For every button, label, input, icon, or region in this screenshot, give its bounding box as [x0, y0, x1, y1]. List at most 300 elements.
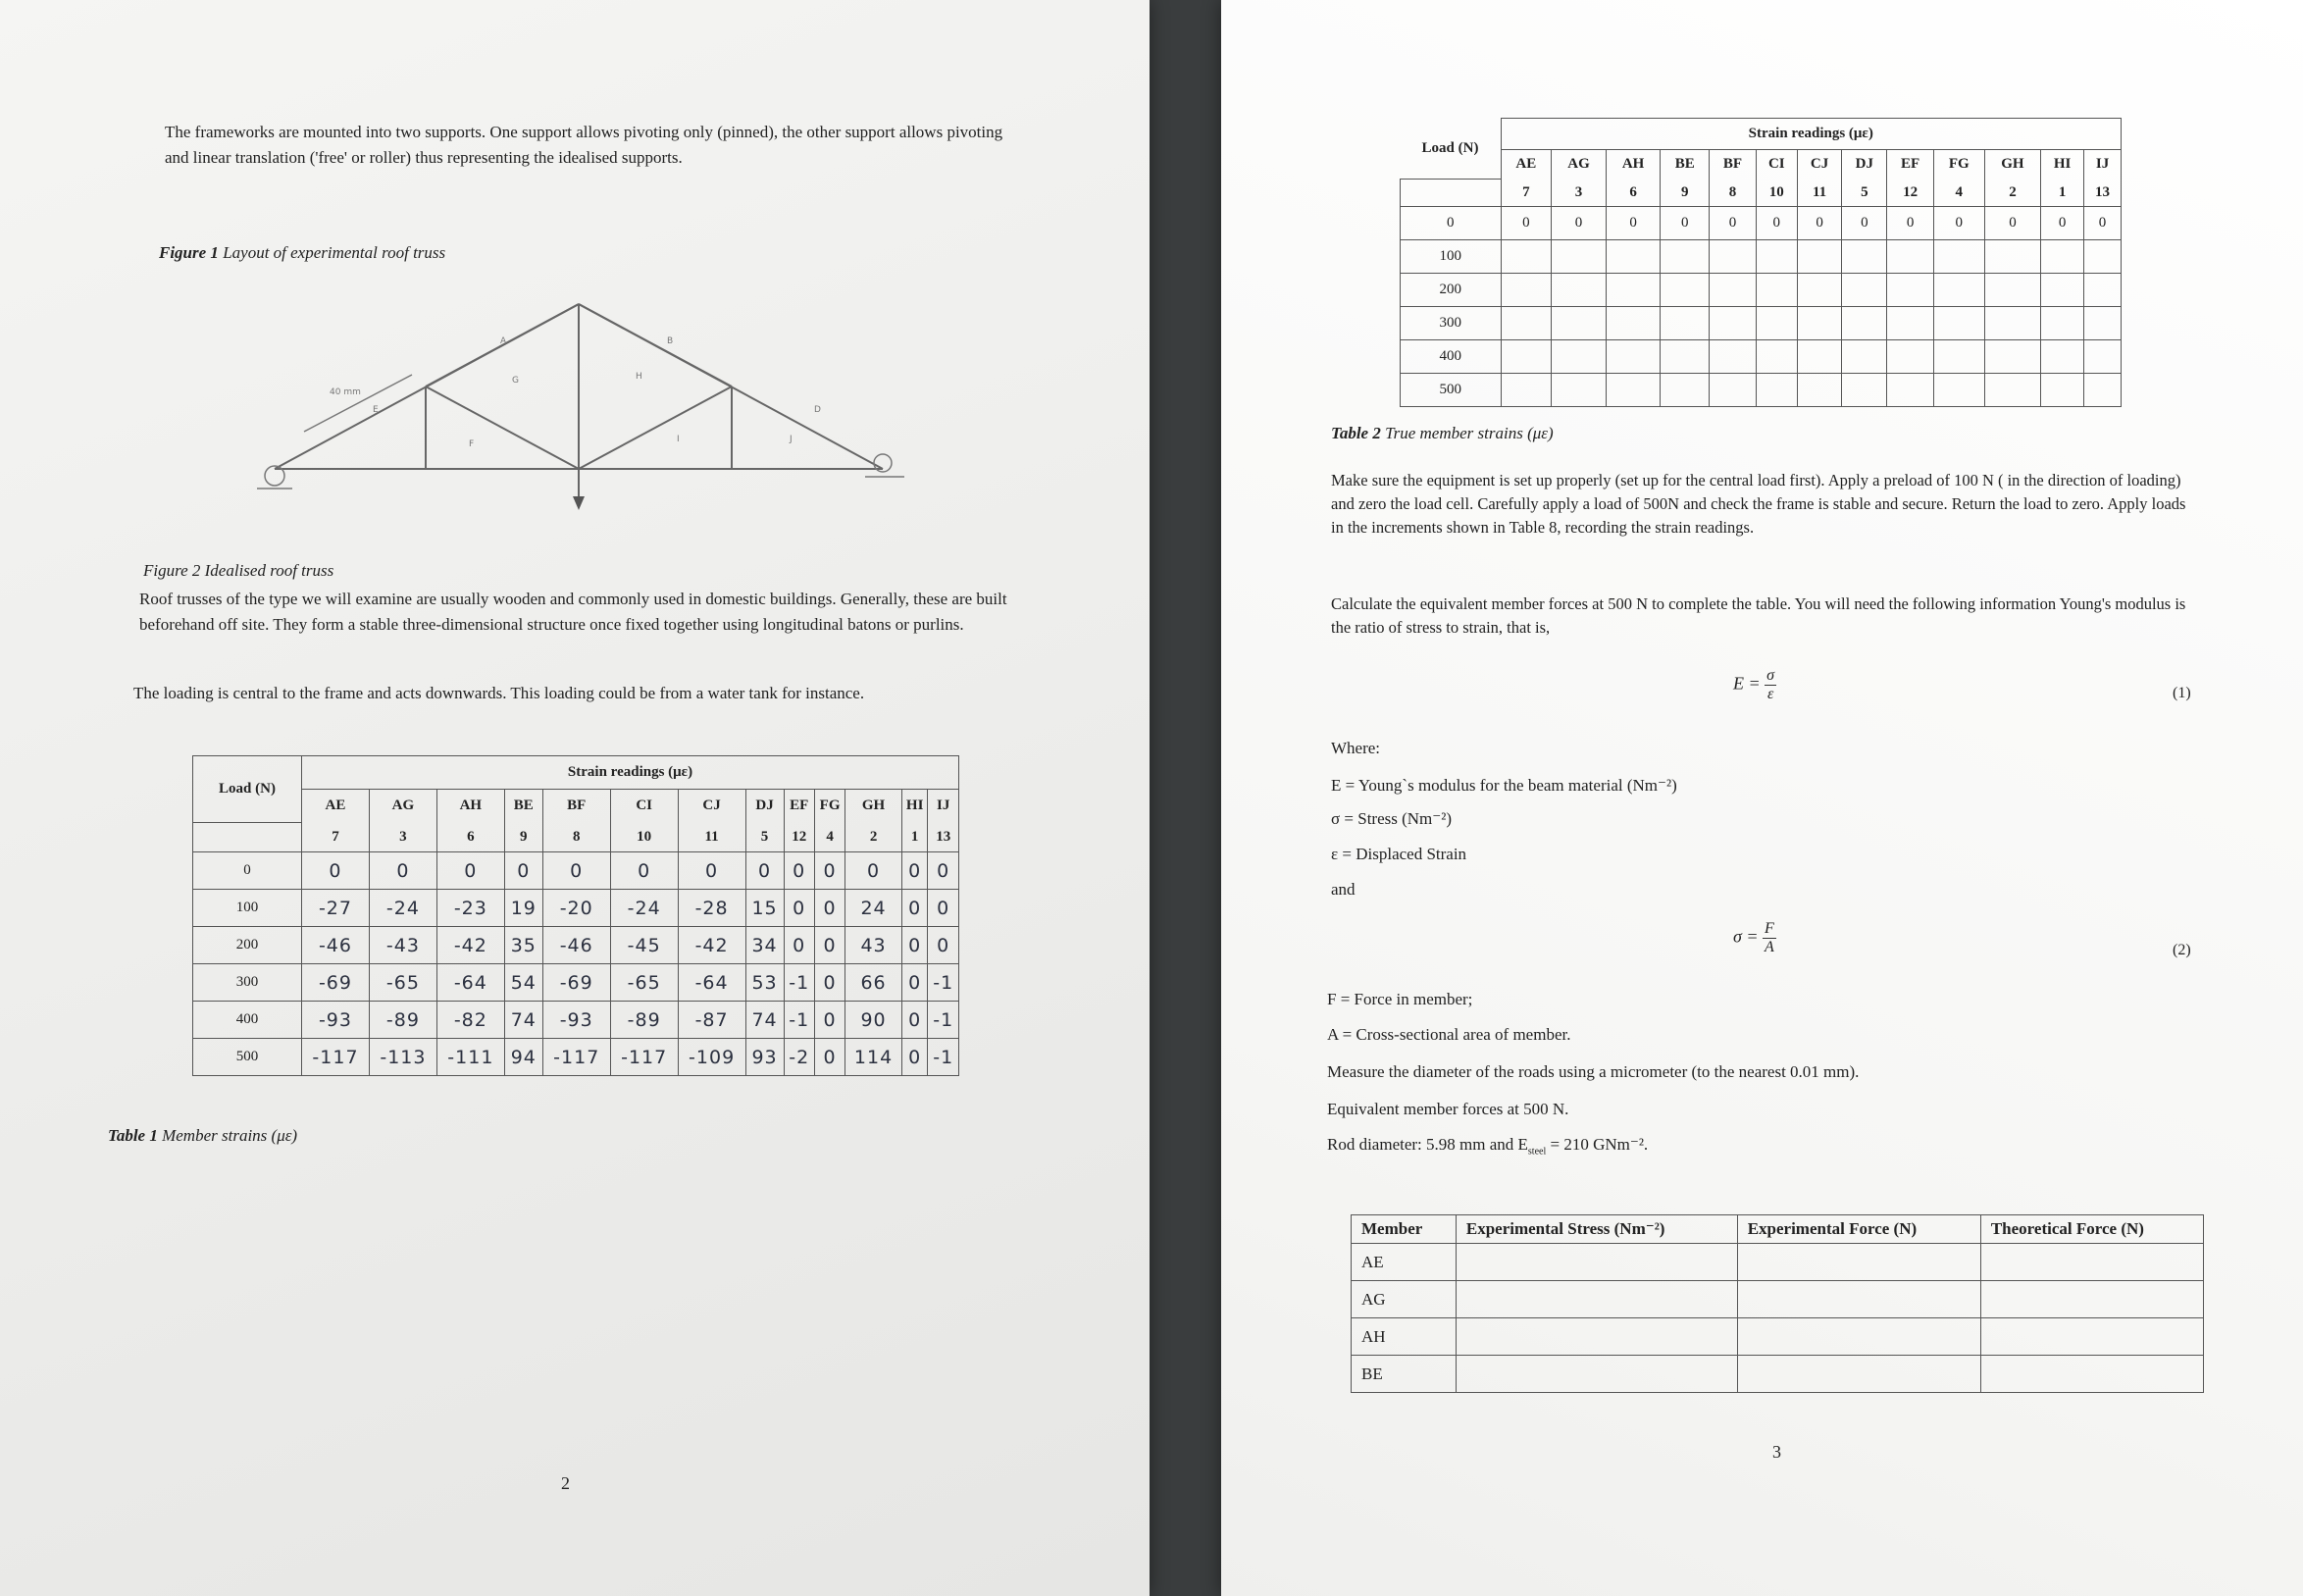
strain-cell: 0	[784, 852, 814, 890]
member-number: 8	[542, 823, 610, 852]
member-number: 5	[1842, 180, 1887, 207]
eq1-numerator: σ	[1766, 667, 1775, 684]
table-row	[193, 890, 959, 927]
empty-cell	[1980, 1318, 2203, 1356]
strain-cell: -117	[302, 1039, 370, 1076]
empty-cell	[1737, 1244, 1980, 1281]
load-cell: 400	[193, 1002, 302, 1039]
table-row	[1352, 1244, 2204, 1281]
strain-cell	[1984, 340, 2041, 374]
figure2-title: Idealised roof truss	[204, 561, 334, 580]
strain-cell: -69	[542, 964, 610, 1002]
truss-diagram	[245, 284, 922, 520]
member-number: 3	[1552, 180, 1607, 207]
supports-paragraph: The frameworks are mounted into two supports. One support allows pivoting only (pinned), the other support allows pivoting and linear translation ('free' or roller) thus representing the idealised supports.	[165, 123, 1003, 167]
strain-cell: 0	[814, 852, 844, 890]
strain-cell: 19	[504, 890, 542, 927]
calc-paragraph: Calculate the equivalent member forces at 500 N to complete the table. You will need the following information Young's modulus is the ratio of stress to strain, that is,	[1331, 594, 2186, 637]
strain-cell: -82	[436, 1002, 504, 1039]
member-row	[193, 790, 959, 823]
strain-cell	[1606, 307, 1661, 340]
strain-cell	[1984, 374, 2041, 407]
strain-cell	[1710, 307, 1757, 340]
empty-cell	[1456, 1318, 1737, 1356]
strain-cell	[1887, 274, 1934, 307]
member-fg-header: FG	[1933, 150, 1984, 180]
table-row	[193, 1039, 959, 1076]
strain-cell: 74	[745, 1002, 784, 1039]
member-be-header: BE	[504, 790, 542, 823]
strain-cell: 0	[928, 927, 959, 964]
force-table-header	[1352, 1215, 2204, 1244]
strain-cell: 0	[610, 852, 678, 890]
strain-cell	[2084, 274, 2122, 307]
strain-cell: 74	[504, 1002, 542, 1039]
figure2-caption	[143, 561, 333, 581]
strain-cell: -23	[436, 890, 504, 927]
table2-caption	[1331, 424, 1554, 443]
svg-text:I: I	[677, 435, 680, 444]
member-number: 7	[1501, 180, 1552, 207]
member-number-row-2	[1401, 180, 2122, 207]
table-row	[1401, 374, 2122, 407]
loading-paragraph: The loading is central to the frame and acts downwards. This loading could be from a water tank for instance.	[133, 684, 865, 702]
load-header-2: Load (N)	[1401, 119, 1502, 180]
eq2-number: (2)	[2173, 942, 2191, 958]
strain-cell	[1710, 340, 1757, 374]
strain-cell: 0	[1984, 207, 2041, 240]
table-row	[193, 852, 959, 890]
force-col-header: Experimental Force (N)	[1737, 1215, 1980, 1244]
strain-cell	[1887, 374, 1934, 407]
strain-cell: -117	[610, 1039, 678, 1076]
strain-cell: -45	[610, 927, 678, 964]
def-strain: ε = Displaced Strain	[1331, 845, 1467, 863]
member-ae-header: AE	[302, 790, 370, 823]
force-col-header: Member	[1352, 1215, 1457, 1244]
member-name-cell: BE	[1352, 1356, 1457, 1393]
member-number: 8	[1710, 180, 1757, 207]
strain-cell	[1842, 374, 1887, 407]
member-ij-header: IJ	[2084, 150, 2122, 180]
strain-cell	[1756, 307, 1797, 340]
member-ef-header: EF	[1887, 150, 1934, 180]
table2-title: True member strains (με)	[1385, 424, 1554, 442]
strain-cell: -69	[302, 964, 370, 1002]
rod-diameter-line	[1327, 1132, 1648, 1164]
eq2-denominator: A	[1765, 939, 1774, 955]
eq1-denominator: ε	[1766, 686, 1774, 702]
strain-cell: 0	[2084, 207, 2122, 240]
strain-cell	[1756, 274, 1797, 307]
strain-cell: 0	[2041, 207, 2084, 240]
strain-cell	[1552, 240, 1607, 274]
empty-cell	[1980, 1356, 2203, 1393]
member-number: 1	[901, 823, 928, 852]
strain-cell	[1933, 274, 1984, 307]
strain-cell: 0	[845, 852, 902, 890]
empty-cell	[1980, 1244, 2203, 1281]
member-cj-header: CJ	[678, 790, 745, 823]
member-number: 13	[2084, 180, 2122, 207]
strain-cell	[1984, 307, 2041, 340]
member-number: 6	[1606, 180, 1661, 207]
strain-cell: 0	[369, 852, 436, 890]
strain-cell: -1	[928, 964, 959, 1002]
def-youngs-modulus: E = Young`s modulus for the beam material (Nm⁻²)	[1331, 776, 1677, 795]
rod-text: Rod diameter: 5.98 mm and E	[1327, 1135, 1528, 1154]
svg-text:E: E	[373, 405, 379, 415]
figure1-caption	[159, 243, 445, 263]
strain-cell: -111	[436, 1039, 504, 1076]
strain-cell	[1661, 274, 1710, 307]
strain-cell: -1	[928, 1039, 959, 1076]
member-hi-header: HI	[901, 790, 928, 823]
table-row	[1352, 1281, 2204, 1318]
where-label: Where:	[1331, 739, 1381, 757]
strain-cell: 0	[1756, 207, 1797, 240]
strain-cell: -1	[928, 1002, 959, 1039]
member-number: 1	[2041, 180, 2084, 207]
strain-cell	[1606, 274, 1661, 307]
strain-cell: -87	[678, 1002, 745, 1039]
load-cell: 0	[193, 852, 302, 890]
table-row	[1352, 1356, 2204, 1393]
member-number: 9	[504, 823, 542, 852]
strain-cell: 0	[901, 1002, 928, 1039]
measure-instruction: Measure the diameter of the roads using a micrometer (to the nearest 0.01 mm).	[1327, 1062, 1860, 1081]
strain-readings-header: Strain readings (με)	[302, 756, 959, 790]
equation-2	[1733, 920, 1776, 956]
table-row	[1352, 1318, 2204, 1356]
member-number-row	[193, 823, 959, 852]
right-page	[1221, 0, 2303, 1596]
page-number-left: 2	[561, 1473, 570, 1493]
strain-cell: 0	[542, 852, 610, 890]
member-number: 9	[1661, 180, 1710, 207]
member-ag-header: AG	[1552, 150, 1607, 180]
strain-cell	[1797, 307, 1842, 340]
setup-paragraph: Make sure the equipment is set up properly (set up for the central load first). Apply a preload of 100 N ( in the direction of loading) and zero the load cell. Carefully apply a load of 500N and check the frame is stable and secure. Return the load to zero. Apply loads in the increments shown in Table 8, recording the strain readings.	[1331, 471, 2186, 537]
svg-text:A: A	[500, 336, 507, 346]
strain-cell	[2084, 340, 2122, 374]
strain-cell: 0	[436, 852, 504, 890]
strain-cell: 0	[1606, 207, 1661, 240]
strain-cell	[1606, 240, 1661, 274]
table1-title: Member strains (με)	[162, 1126, 298, 1145]
strain-cell: -117	[542, 1039, 610, 1076]
member-ah-header: AH	[436, 790, 504, 823]
strain-cell: 0	[504, 852, 542, 890]
strain-cell	[1661, 307, 1710, 340]
strain-cell: 0	[678, 852, 745, 890]
member-gh-header: GH	[1984, 150, 2041, 180]
strain-cell: 0	[784, 927, 814, 964]
strain-cell	[2041, 340, 2084, 374]
strain-cell	[2084, 240, 2122, 274]
eq2-lhs: σ =	[1733, 926, 1759, 947]
strain-cell: 0	[814, 927, 844, 964]
member-bf-header: BF	[1710, 150, 1757, 180]
trusses-paragraph: Roof trusses of the type we will examine are usually wooden and commonly used in domestic buildings. Generally, these are built beforehand off site. They form a stable three-dimensional structure once fixed together using longitudinal batons or purlins.	[139, 590, 1007, 634]
strain-cell: 94	[504, 1039, 542, 1076]
strain-cell: 35	[504, 927, 542, 964]
strain-cell: -113	[369, 1039, 436, 1076]
strain-cell	[1756, 240, 1797, 274]
strain-cell: -89	[369, 1002, 436, 1039]
strain-cell: -42	[436, 927, 504, 964]
strain-cell	[2041, 307, 2084, 340]
table-row	[1401, 207, 2122, 240]
eq1-number: (1)	[2173, 685, 2191, 701]
load-cell: 100	[1401, 240, 1502, 274]
table1-member-strains	[192, 755, 959, 1076]
member-ij-header: IJ	[928, 790, 959, 823]
strain-cell	[1552, 340, 1607, 374]
strain-cell	[1606, 374, 1661, 407]
strain-cell	[1501, 307, 1552, 340]
member-number: 10	[610, 823, 678, 852]
member-dj-header: DJ	[1842, 150, 1887, 180]
member-number: 4	[814, 823, 844, 852]
empty-cell	[1456, 1244, 1737, 1281]
strain-cell	[1933, 340, 1984, 374]
member-number: 13	[928, 823, 959, 852]
strain-cell: 0	[814, 890, 844, 927]
member-number: 2	[1984, 180, 2041, 207]
strain-cell: 0	[901, 1039, 928, 1076]
member-fg-header: FG	[814, 790, 844, 823]
strain-cell	[2041, 274, 2084, 307]
member-number: 4	[1933, 180, 1984, 207]
load-cell: 300	[193, 964, 302, 1002]
strain-cell: -109	[678, 1039, 745, 1076]
member-name-cell: AH	[1352, 1318, 1457, 1356]
strain-cell	[1501, 340, 1552, 374]
member-gh-header: GH	[845, 790, 902, 823]
member-ah-header: AH	[1606, 150, 1661, 180]
strain-cell	[1552, 274, 1607, 307]
svg-text:40 mm: 40 mm	[330, 387, 361, 397]
strain-cell	[1552, 374, 1607, 407]
strain-cell	[1842, 274, 1887, 307]
table2-true-member-strains	[1400, 118, 2122, 407]
strain-cell	[1501, 274, 1552, 307]
empty-cell	[1737, 1356, 1980, 1393]
and-label: and	[1331, 880, 1356, 899]
member-row-2	[1401, 150, 2122, 180]
member-force-table	[1351, 1214, 2204, 1393]
member-dj-header: DJ	[745, 790, 784, 823]
strain-cell: 0	[1887, 207, 1934, 240]
empty-cell	[1456, 1356, 1737, 1393]
strain-cell: -65	[610, 964, 678, 1002]
member-number: 10	[1756, 180, 1797, 207]
strain-cell	[1797, 240, 1842, 274]
svg-text:J: J	[790, 435, 793, 444]
strain-cell	[1933, 307, 1984, 340]
strain-cell: -64	[678, 964, 745, 1002]
table-row	[1401, 340, 2122, 374]
member-number: 5	[745, 823, 784, 852]
strain-cell: -24	[369, 890, 436, 927]
member-number: 11	[1797, 180, 1842, 207]
strain-cell: 0	[1501, 207, 1552, 240]
member-number: 11	[678, 823, 745, 852]
figure1-label: Figure 1	[159, 243, 219, 262]
strain-cell: 0	[745, 852, 784, 890]
member-name-cell: AG	[1352, 1281, 1457, 1318]
strain-cell	[1933, 374, 1984, 407]
strain-cell: 93	[745, 1039, 784, 1076]
strain-cell: 15	[745, 890, 784, 927]
member-name-cell: AE	[1352, 1244, 1457, 1281]
member-number: 2	[845, 823, 902, 852]
load-cell: 0	[1401, 207, 1502, 240]
strain-cell	[1501, 374, 1552, 407]
strain-cell: 54	[504, 964, 542, 1002]
strain-cell	[1797, 374, 1842, 407]
table-row	[193, 927, 959, 964]
strain-cell: 0	[901, 927, 928, 964]
strain-cell	[1797, 274, 1842, 307]
strain-cell: -46	[302, 927, 370, 964]
strain-cell: 43	[845, 927, 902, 964]
strain-cell	[1756, 340, 1797, 374]
member-number: 3	[369, 823, 436, 852]
strain-cell: 90	[845, 1002, 902, 1039]
table2-label: Table 2	[1331, 424, 1381, 442]
strain-cell	[1887, 307, 1934, 340]
member-ci-header: CI	[1756, 150, 1797, 180]
strain-cell: -64	[436, 964, 504, 1002]
strain-cell: -28	[678, 890, 745, 927]
strain-cell: 0	[1710, 207, 1757, 240]
load-cell: 500	[1401, 374, 1502, 407]
figure1-title: Layout of experimental roof truss	[223, 243, 446, 262]
strain-cell: 0	[784, 890, 814, 927]
rod-subscript: steel	[1527, 1146, 1547, 1158]
strain-cell: -42	[678, 927, 745, 964]
def-stress: σ = Stress (Nm⁻²)	[1331, 809, 1453, 828]
page-number-right: 3	[1772, 1442, 1781, 1462]
table-row	[1401, 274, 2122, 307]
strain-cell: -93	[302, 1002, 370, 1039]
force-col-header: Theoretical Force (N)	[1980, 1215, 2203, 1244]
strain-cell	[2084, 374, 2122, 407]
strain-cell	[1797, 340, 1842, 374]
table-row	[193, 1002, 959, 1039]
strain-cell: 34	[745, 927, 784, 964]
member-be-header: BE	[1661, 150, 1710, 180]
table1-label: Table 1	[108, 1126, 158, 1145]
strain-cell: -20	[542, 890, 610, 927]
strain-cell: 0	[901, 964, 928, 1002]
member-ef-header: EF	[784, 790, 814, 823]
svg-text:H: H	[636, 372, 642, 382]
empty-cell	[1737, 1281, 1980, 1318]
svg-text:G: G	[512, 376, 519, 386]
load-header: Load (N)	[193, 756, 302, 823]
table1-body	[193, 852, 959, 1076]
strain-cell: 24	[845, 890, 902, 927]
strain-cell	[2041, 374, 2084, 407]
strain-cell: -93	[542, 1002, 610, 1039]
eq2-numerator: F	[1765, 920, 1774, 937]
table-row	[1401, 240, 2122, 274]
strain-cell: -1	[784, 1002, 814, 1039]
strain-cell	[1887, 240, 1934, 274]
strain-cell	[1710, 240, 1757, 274]
strain-cell	[1887, 340, 1934, 374]
strain-cell	[1984, 240, 2041, 274]
strain-cell: 0	[928, 890, 959, 927]
eq1-lhs: E =	[1733, 673, 1761, 694]
svg-text:F: F	[469, 439, 475, 449]
equivalent-forces-label: Equivalent member forces at 500 N.	[1327, 1100, 1569, 1118]
strain-cell	[1710, 274, 1757, 307]
table1-caption	[108, 1126, 297, 1146]
member-number: 6	[436, 823, 504, 852]
def-force: F = Force in member;	[1327, 990, 1473, 1008]
strain-cell	[1756, 374, 1797, 407]
strain-cell: 0	[901, 890, 928, 927]
strain-cell: 0	[928, 852, 959, 890]
strain-cell	[1501, 240, 1552, 274]
strain-cell	[1606, 340, 1661, 374]
strain-cell: 0	[1842, 207, 1887, 240]
member-number: 7	[302, 823, 370, 852]
force-col-header: Experimental Stress (Nm⁻²)	[1456, 1215, 1737, 1244]
member-hi-header: HI	[2041, 150, 2084, 180]
svg-text:D: D	[814, 405, 821, 415]
strain-cell: -27	[302, 890, 370, 927]
strain-cell	[1552, 307, 1607, 340]
strain-cell	[2041, 240, 2084, 274]
strain-cell	[1710, 374, 1757, 407]
strain-cell	[1661, 340, 1710, 374]
member-ae-header: AE	[1501, 150, 1552, 180]
def-area: A = Cross-sectional area of member.	[1327, 1025, 1571, 1044]
load-cell: 300	[1401, 307, 1502, 340]
table-row	[193, 964, 959, 1002]
strain-cell: -43	[369, 927, 436, 964]
strain-cell: 0	[1797, 207, 1842, 240]
strain-cell: 0	[1933, 207, 1984, 240]
strain-cell	[1661, 240, 1710, 274]
strain-cell: 0	[814, 964, 844, 1002]
strain-cell: -2	[784, 1039, 814, 1076]
strain-cell	[2084, 307, 2122, 340]
strain-cell: 53	[745, 964, 784, 1002]
member-cj-header: CJ	[1797, 150, 1842, 180]
member-number: 12	[784, 823, 814, 852]
strain-cell	[1661, 374, 1710, 407]
strain-cell: -1	[784, 964, 814, 1002]
member-number: 12	[1887, 180, 1934, 207]
member-ag-header: AG	[369, 790, 436, 823]
left-page	[0, 0, 1150, 1596]
strain-cell	[1842, 307, 1887, 340]
strain-cell	[1984, 274, 2041, 307]
load-cell: 500	[193, 1039, 302, 1076]
load-cell: 200	[1401, 274, 1502, 307]
strain-cell: -46	[542, 927, 610, 964]
member-bf-header: BF	[542, 790, 610, 823]
strain-cell: 0	[814, 1039, 844, 1076]
empty-cell	[1980, 1281, 2203, 1318]
load-cell: 200	[193, 927, 302, 964]
